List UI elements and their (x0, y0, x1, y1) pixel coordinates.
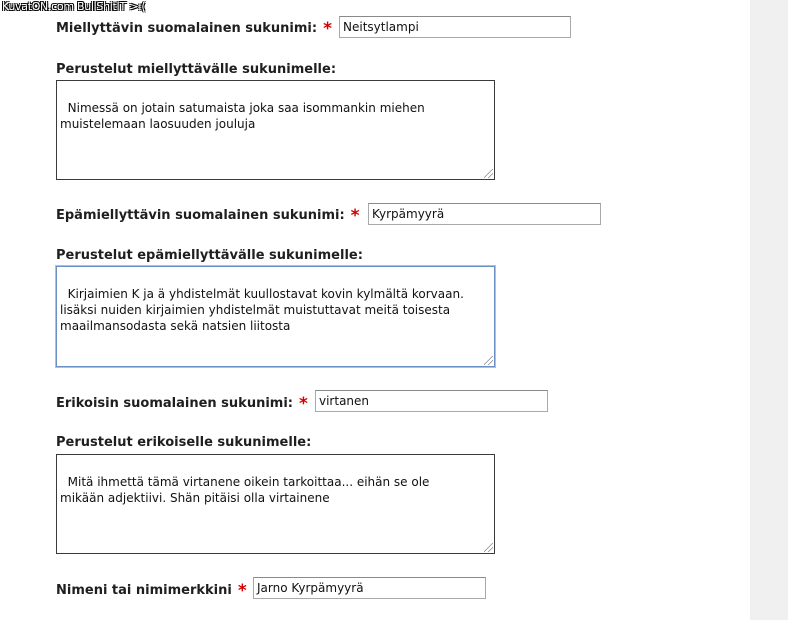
pleasant-reason-text: Nimessä on jotain satumaista joka saa isommankin miehen muistelemaan laosuuden jouluja (60, 101, 425, 131)
pleasant-reason-label: Perustelut miellyttävälle sukunimelle: (56, 62, 337, 77)
special-name-label-text: Erikoisin suomalainen sukunimi: (56, 396, 293, 411)
special-name-input[interactable]: virtanen (315, 390, 548, 412)
unpleasant-name-input[interactable]: Kyrpämyyrä (368, 203, 601, 225)
special-reason-label: Perustelut erikoiselle sukunimelle: (56, 435, 312, 450)
required-asterisk-icon: * (350, 206, 360, 226)
unpleasant-reason-label: Perustelut epämiellyttävälle sukunimelle: (56, 248, 363, 263)
pleasant-name-label (56, 19, 332, 39)
unpleasant-name-label (56, 206, 360, 226)
signature-label-text: Nimeni tai nimimerkkini (56, 583, 232, 598)
unpleasant-reason-textarea[interactable] (56, 266, 495, 367)
unpleasant-reason-text: Kirjaimien K ja ä yhdistelmät kuullostavat kovin kylmältä korvaan. lisäksi nuiden kirjaimien yhdistelmät muistuttavat meitä toisesta maailmansodasta sekä natsien liitosta (60, 287, 464, 333)
pleasant-name-input[interactable]: Neitsytlampi (339, 16, 571, 38)
signature-label (56, 581, 247, 601)
required-asterisk-icon: * (299, 394, 308, 414)
special-reason-text: Mitä ihmettä tämä virtanene oikein tarkoittaa... eihän se ole mikään adjektiivi. Shän pitäisi olla virtainene (60, 475, 430, 505)
pleasant-name-label-text: Miellyttävin suomalainen sukunimi: (56, 21, 318, 36)
pleasant-reason-textarea[interactable] (56, 80, 495, 180)
unpleasant-name-label-text: Epämiellyttävin suomalainen sukunimi: (56, 208, 345, 223)
resize-grip-icon[interactable] (484, 543, 493, 552)
required-asterisk-icon: * (323, 19, 332, 39)
required-asterisk-icon: * (237, 581, 247, 601)
special-name-label (56, 394, 308, 414)
resize-grip-icon[interactable] (484, 356, 493, 365)
signature-input[interactable]: Jarno Kyrpämyyrä (253, 577, 486, 599)
watermark-text: KuvatON.com BullShitIT >:( (2, 0, 146, 13)
special-reason-textarea[interactable] (56, 454, 495, 554)
resize-grip-icon[interactable] (484, 169, 493, 178)
